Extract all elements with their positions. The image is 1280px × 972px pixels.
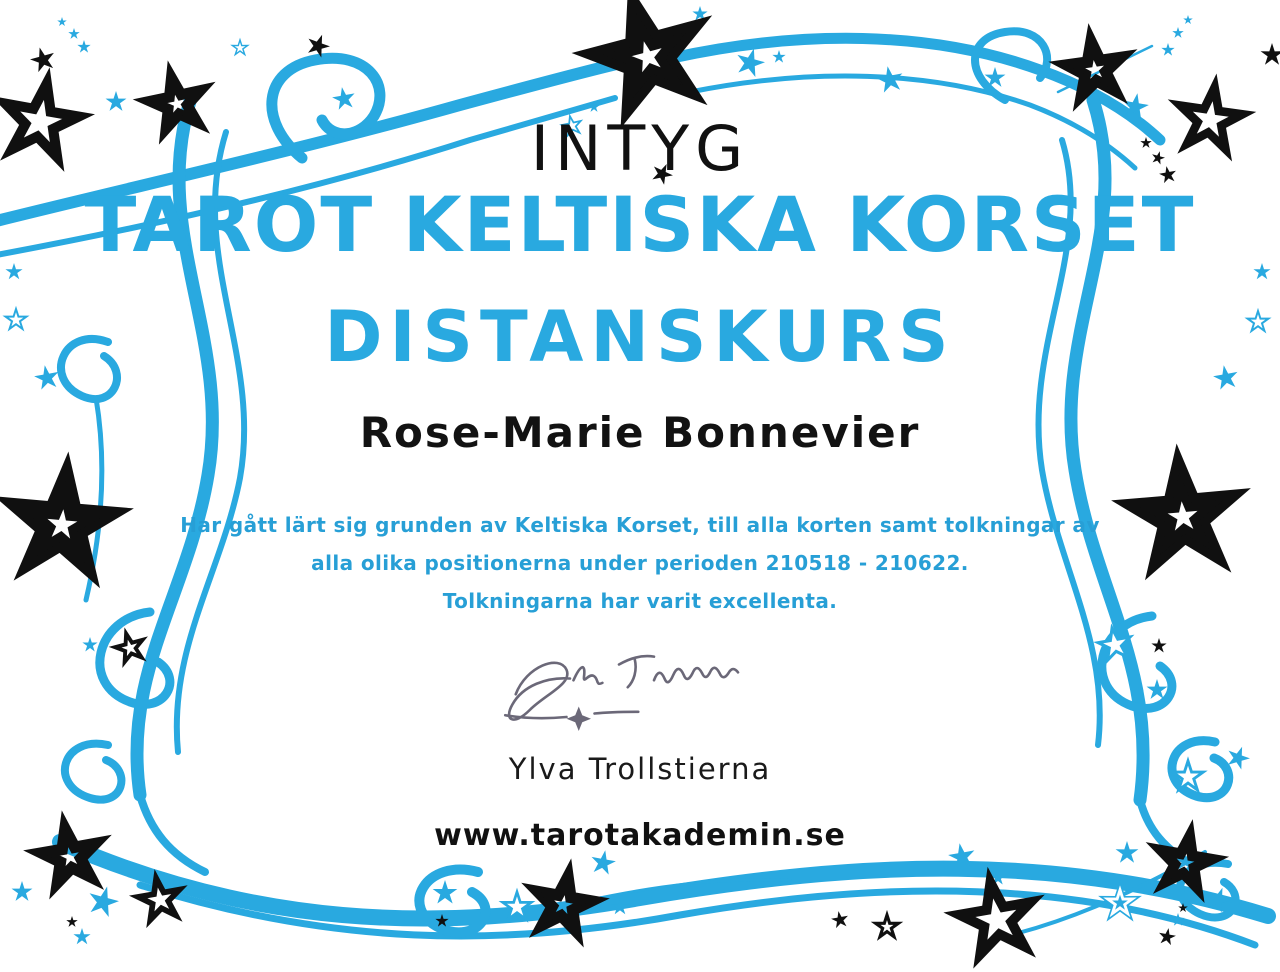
star-icon: [232, 40, 247, 54]
star-icon: [12, 881, 33, 901]
star-icon: [68, 28, 79, 39]
signature-underline: [595, 712, 639, 714]
star-icon: [1172, 27, 1183, 38]
star-icon: [77, 40, 90, 53]
body-text-line: Tolkningarna har varit excellenta.: [442, 589, 838, 613]
signature-stroke: [654, 668, 738, 682]
signature-underline: [505, 715, 566, 718]
body-text-line: alla olika positionerna under perioden 210518 - 210622.: [311, 551, 969, 575]
star-icon: [82, 637, 97, 651]
star-icon: [66, 916, 77, 927]
sparkle-star-icon: [567, 707, 592, 732]
course-title-line1: TAROT KELTISKA KORSET: [84, 180, 1196, 269]
signature-stroke: [574, 667, 603, 683]
star-icon: [106, 91, 127, 111]
star-icon: [1161, 43, 1174, 56]
star-icon: [1183, 15, 1193, 24]
star-icon: [28, 44, 58, 73]
signature-stroke: [509, 663, 570, 720]
signature-name: Ylva Trollstierna: [508, 752, 772, 786]
certificate-title: INTYG: [530, 112, 750, 185]
star-icon: [57, 17, 67, 26]
website-url: www.tarotakademin.se: [434, 818, 846, 853]
signature-block: [470, 640, 810, 745]
star-icon: [830, 910, 850, 929]
body-text-line: Har gått lärt sig grunden av Keltiska Korset, till alla korten samt tolkningar av: [180, 513, 1100, 537]
course-title-line2: DISTANSKURS: [324, 296, 956, 378]
star-icon: [85, 883, 122, 919]
star-icon: [433, 880, 458, 904]
recipient-name: Rose-Marie Bonnevier: [359, 408, 921, 457]
signature-stroke: [619, 656, 654, 687]
star-icon: [876, 915, 899, 937]
swirl-path: [60, 842, 1268, 918]
star-icon: [1157, 927, 1177, 946]
star-icon: [1151, 638, 1166, 652]
star-icon: [772, 50, 785, 63]
certificate-body: [0, 506, 1280, 620]
star-icon: [73, 928, 90, 944]
signature-image: [470, 640, 810, 745]
star-icon: [331, 85, 357, 110]
star-icon: [1261, 43, 1280, 65]
star-icon: [112, 630, 147, 664]
